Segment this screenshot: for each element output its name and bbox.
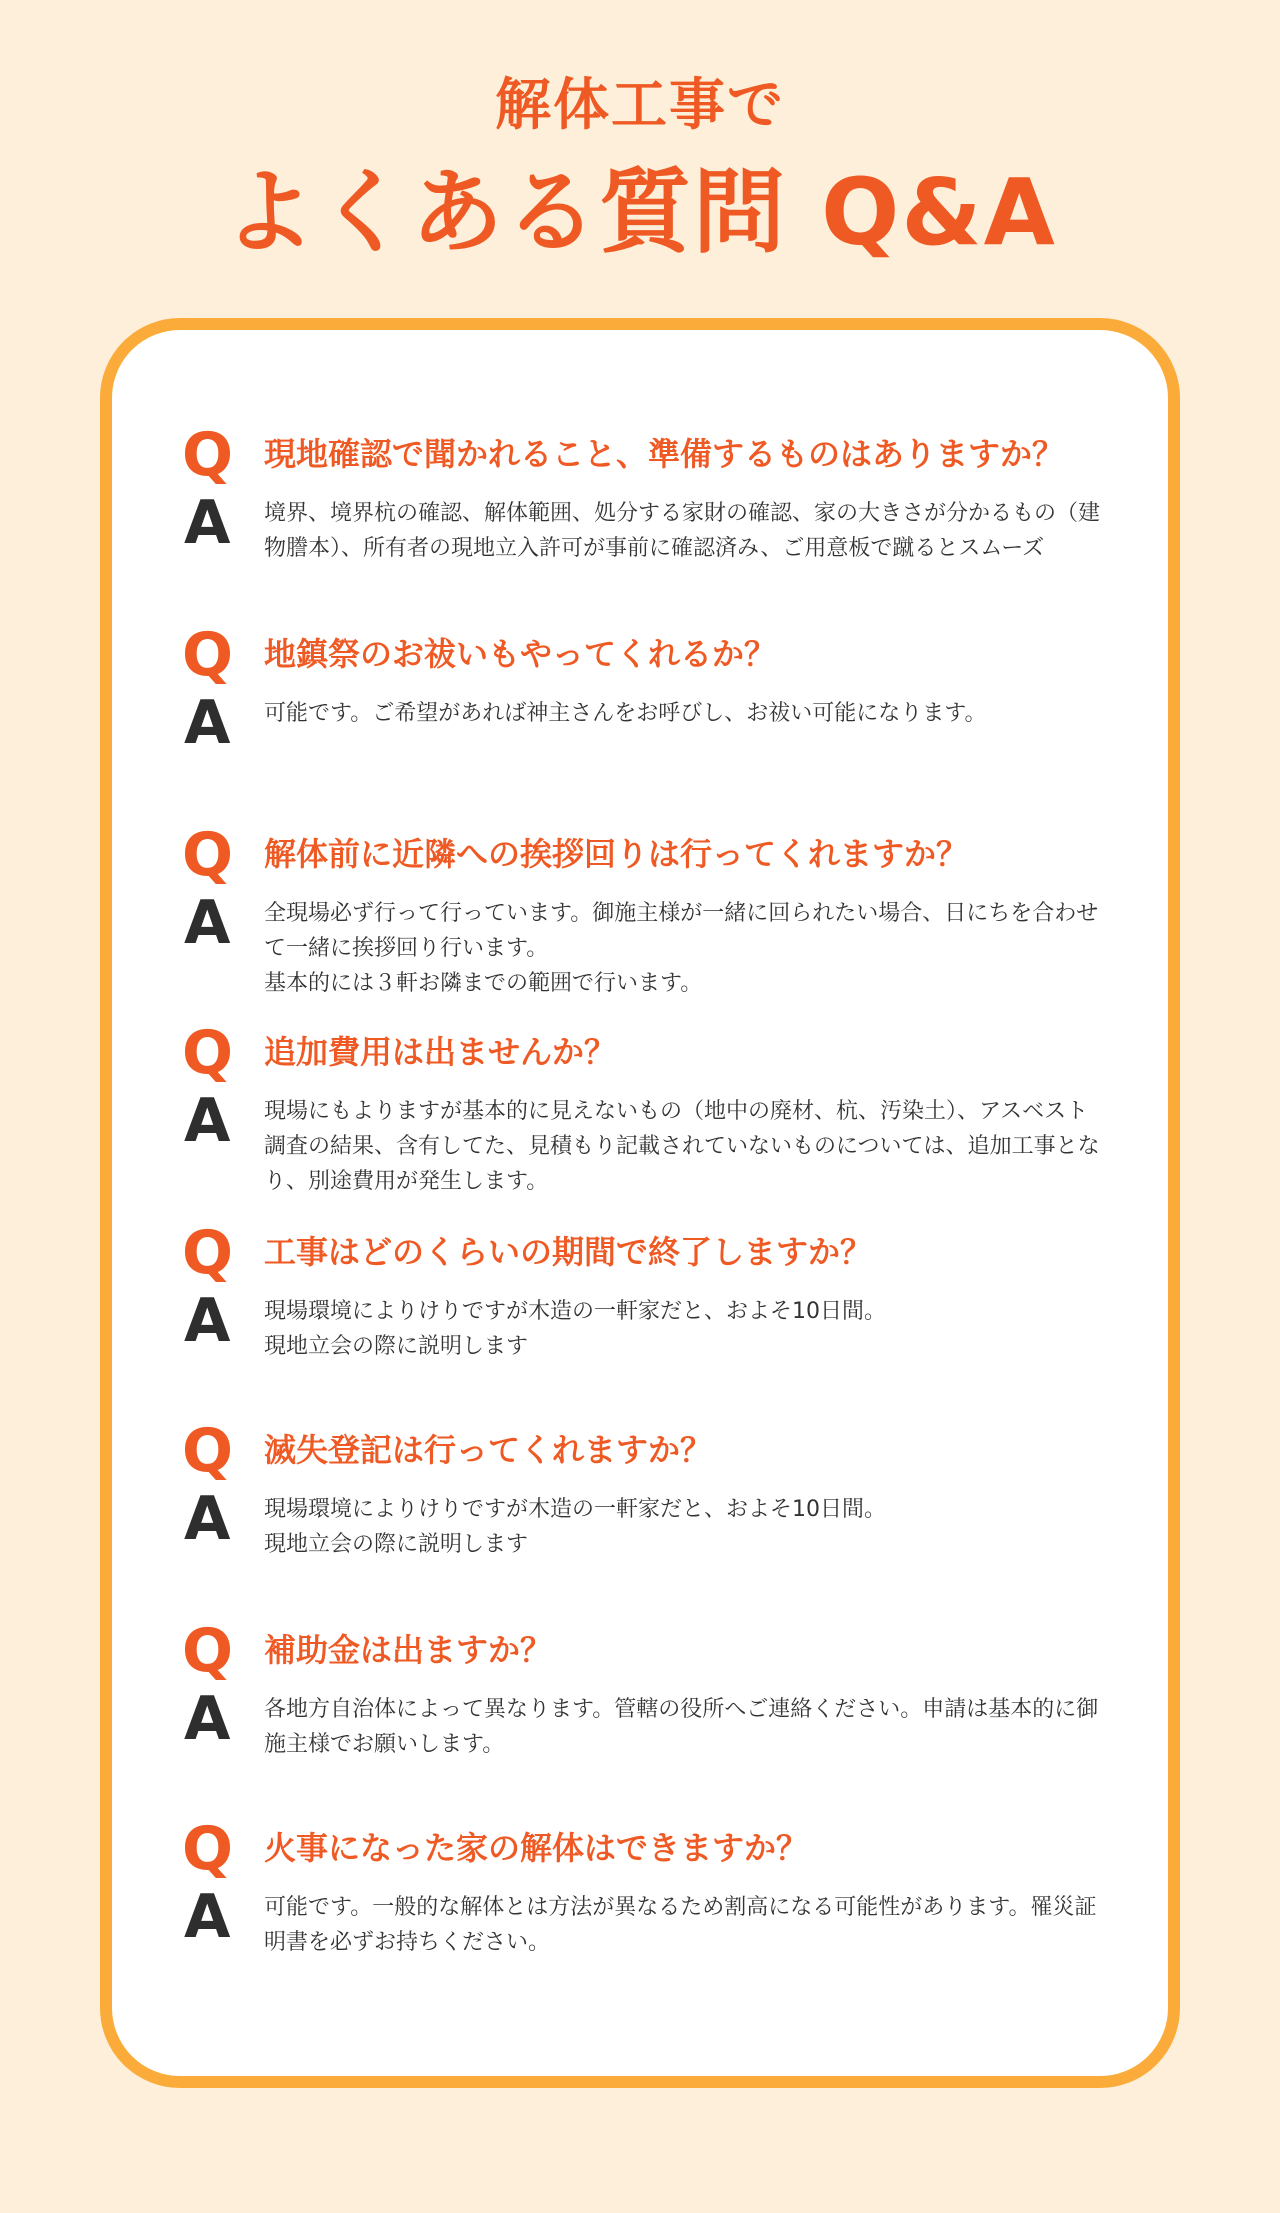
question-text: 火事になった家の解体はできますか？ bbox=[264, 1829, 809, 1867]
answer-row bbox=[182, 1086, 1102, 1199]
question-row bbox=[182, 620, 1102, 690]
a-mark: A bbox=[184, 1086, 231, 1156]
q-mark: Q bbox=[182, 420, 234, 490]
question-text: 解体前に近隣への挨拶回りは行ってくれますか？ bbox=[264, 835, 969, 873]
faq-item bbox=[182, 1018, 1102, 1199]
a-mark: A bbox=[184, 1882, 231, 1952]
question-text: 追加費用は出ませんか？ bbox=[264, 1033, 617, 1071]
answer-text: 現場にもよりますが基本的に見えないもの（地中の廃材、杭、汚染土）、アスベスト調査の結果、含有してた、見積もり記載されていないものについては、追加工事となり、別途費用が発生します。 bbox=[264, 1099, 1100, 1194]
question-text: 現地確認で聞かれること、準備するものはありますか？ bbox=[264, 435, 1065, 473]
question-row bbox=[182, 1416, 1102, 1486]
answer-text: 現場環境によりけりですが木造の一軒家だと、およそ10日間。 現地立会の際に説明します bbox=[264, 1299, 886, 1359]
a-mark: A bbox=[184, 488, 231, 558]
a-mark: A bbox=[184, 1484, 231, 1554]
q-mark: Q bbox=[182, 1416, 234, 1486]
a-mark: A bbox=[184, 1684, 231, 1754]
q-mark: Q bbox=[182, 820, 234, 890]
answer-text: 現場環境によりけりですが木造の一軒家だと、およそ10日間。 現地立会の際に説明します bbox=[264, 1497, 886, 1557]
answer-row bbox=[182, 1484, 1102, 1562]
q-mark: Q bbox=[182, 1616, 234, 1686]
q-mark: Q bbox=[182, 1814, 234, 1884]
answer-text: 全現場必ず行って行っています。御施主様が一緒に回られたい場合、日にちを合わせて一緒に挨拶回り行います。 基本的には３軒お隣までの範囲で行います。 bbox=[264, 901, 1099, 996]
question-row bbox=[182, 1814, 1102, 1884]
answer-text: 可能です。一般的な解体とは方法が異なるため割高になる可能性があります。罹災証明書を必ずお持ちください。 bbox=[264, 1895, 1097, 1955]
question-row bbox=[182, 1018, 1102, 1088]
answer-text: 各地方自治体によって異なります。管轄の役所へご連絡ください。申請は基本的に御施主様でお願いします。 bbox=[264, 1697, 1099, 1757]
q-mark: Q bbox=[182, 1218, 234, 1288]
faq-item bbox=[182, 1218, 1102, 1364]
question-text: 補助金は出ますか？ bbox=[264, 1631, 553, 1669]
question-text: 滅失登記は行ってくれますか？ bbox=[264, 1431, 713, 1469]
answer-text: 境界、境界杭の確認、解体範囲、処分する家財の確認、家の大きさが分かるもの（建物謄本）、所有者の現地立入許可が事前に確認済み、ご用意板で蹴るとスムーズ bbox=[264, 501, 1101, 561]
answer-row bbox=[182, 488, 1102, 566]
question-row bbox=[182, 1218, 1102, 1288]
answer-row bbox=[182, 1882, 1102, 1960]
page-title-line1: 解体工事で bbox=[495, 73, 785, 138]
answer-row bbox=[182, 1684, 1102, 1762]
answer-row bbox=[182, 688, 1102, 758]
faq-item bbox=[182, 1616, 1102, 1762]
faq-item bbox=[182, 1416, 1102, 1562]
question-row bbox=[182, 420, 1102, 490]
faq-item bbox=[182, 620, 1102, 758]
question-row bbox=[182, 1616, 1102, 1686]
answer-row bbox=[182, 1286, 1102, 1364]
question-text: 工事はどのくらいの期間で終了しますか？ bbox=[264, 1233, 873, 1271]
q-mark: Q bbox=[182, 1018, 234, 1088]
q-mark: Q bbox=[182, 620, 234, 690]
answer-text: 可能です。ご希望があれば神主さんをお呼びし、お祓い可能になります。 bbox=[264, 701, 987, 726]
page-title-line2: よくある質問 Q&A bbox=[223, 159, 1057, 266]
faq-card bbox=[100, 318, 1180, 2088]
a-mark: A bbox=[184, 888, 231, 958]
question-text: 地鎮祭のお祓いもやってくれるか？ bbox=[264, 635, 777, 673]
faq-item bbox=[182, 820, 1102, 1001]
a-mark: A bbox=[184, 1286, 231, 1356]
a-mark: A bbox=[184, 688, 231, 758]
faq-item bbox=[182, 1814, 1102, 1960]
question-row bbox=[182, 820, 1102, 890]
faq-item bbox=[182, 420, 1102, 566]
answer-row bbox=[182, 888, 1102, 1001]
